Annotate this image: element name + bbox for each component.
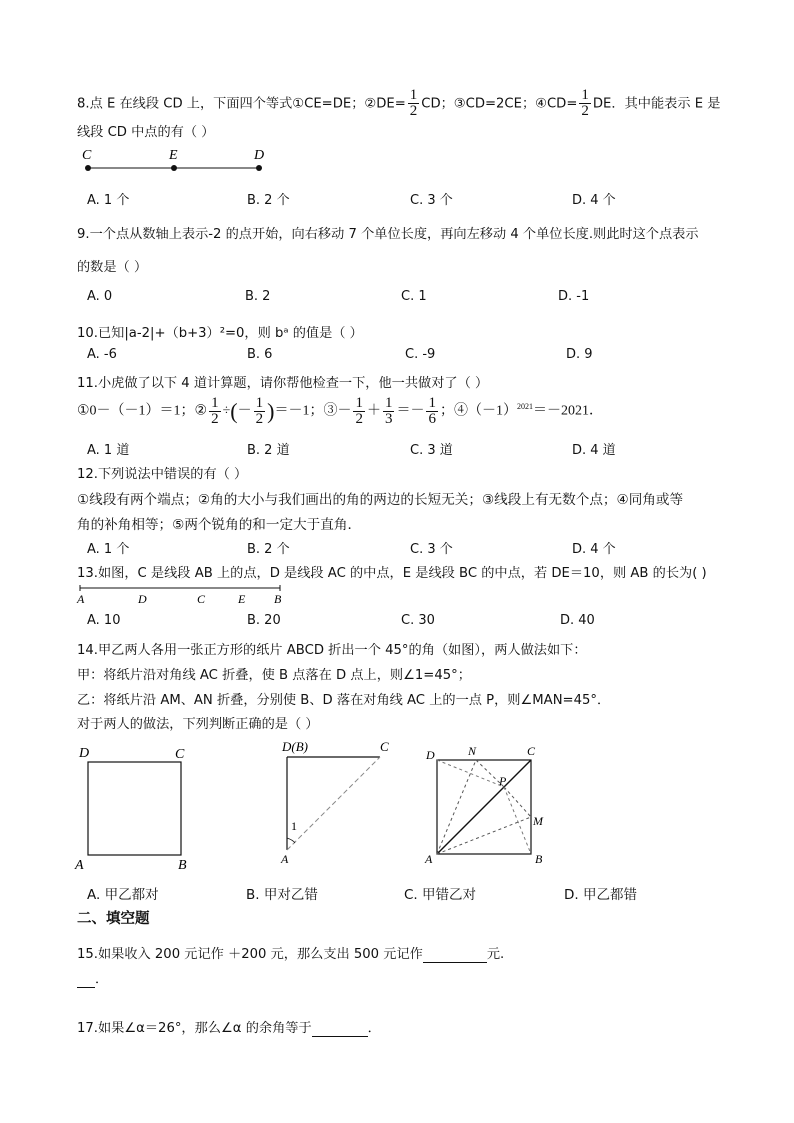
label-B: B [535,852,543,866]
q9-option-d[interactable]: D. -1 [558,289,590,304]
fraction: $\frac{1}{3}$ [384,395,393,427]
q9-option-c[interactable]: C. 1 [401,289,427,304]
fraction: $\frac{1}{2}$ [255,395,264,427]
fraction: $\frac{1}{6}$ [428,395,436,427]
q17-answer-blank[interactable] [312,1021,368,1037]
angle-1-label: 1 [291,819,297,833]
label-D: D [138,592,147,606]
label-M: M [533,814,543,828]
q14-line4: 对于两人的做法，下列判断正确的是（ ） [77,717,319,732]
q10-option-b[interactable]: B. 6 [247,347,273,362]
q11-line1: 11.小虎做了以下 4 道计算题，请你帮他检查一下，他一共做对了（ ） [77,376,489,391]
q8-line1: 8.点 E 在线段 CD 上，下面四个等式①CE=DE；②DE= $\frac{1}{2}$ CD；③CD=2CE；④CD= $\frac{1}{2}$ DE．其中能表示 E 是 [77,87,721,119]
label-P: P [499,774,507,788]
label-C: C [527,744,536,758]
label-C: C [380,739,389,754]
q14-line3: 乙：将纸片沿 AM、AN 折叠，分别使 B、D 落在对角线 AC 上的一点 P，则∠MAN=45°． [77,693,611,708]
label-E: E [169,148,178,163]
q14-line1: 14.甲乙两人各用一张正方形的纸片 ABCD 折出一个 45°的角（如图），两人做法如下： [77,643,587,658]
q11-option-b[interactable]: B. 2 道 [247,443,290,458]
q8-line2: 线段 CD 中点的有（ ） [77,125,215,140]
q9-line1: 9.一个点从数轴上表示-2 的点开始，向右移动 7 个单位长度，再向左移动 4 个单位长度.则此时这个点表示 [77,227,699,242]
label-D: D [426,748,435,762]
q12-line3: 角的补角相等；⑤两个锐角的和一定大于直角． [77,517,362,533]
q11-expressions: ①0－（－1）＝1；② $\frac{1}{2}$ ÷(－ $\frac{1}{2}$ )＝－1；③－ $\frac{1}{2}$ ＋ $\frac{1}{3}$ ＝－ $\frac{1}{6}$ ；$④(-1)^{2021}=-2021$． [77,395,603,427]
q11-option-d[interactable]: D. 4 道 [572,443,616,458]
q13-option-a[interactable]: A. 10 [87,613,121,628]
fraction: $\frac{1}{2}$ [409,87,418,119]
q12-option-d[interactable]: D. 4 个 [572,542,616,557]
q14-figure-fold-yi [420,737,555,869]
q10-option-a[interactable]: A. -6 [87,347,117,362]
q16-answer-blank[interactable] [77,972,95,988]
q12-option-b[interactable]: B. 2 个 [247,542,290,557]
q14-option-d[interactable]: D. 甲乙都错 [564,887,637,903]
q12-line1: 12.下列说法中错误的有（ ） [77,467,248,482]
label-A: A [75,858,84,873]
q11-option-c[interactable]: C. 3 道 [410,443,453,458]
label-C: C [82,148,92,163]
label-E: E [238,592,246,606]
q8-option-d[interactable]: D. 4 个 [572,193,616,208]
label-B: B [178,858,187,873]
label-C: C [197,592,206,606]
q9-option-b[interactable]: B. 2 [245,289,271,304]
label-C: C [175,747,185,762]
q9-line2: 的数是（ ） [77,260,148,275]
q8-option-a[interactable]: A. 1 个 [87,193,130,208]
q8-option-c[interactable]: C. 3 个 [410,193,453,208]
q10-option-c[interactable]: C. -9 [405,347,436,362]
label-A: A [281,852,289,866]
fraction: $\frac{1}{2}$ [211,395,219,427]
q14-option-c[interactable]: C. 甲错乙对 [404,887,477,903]
q12-line2: ①线段有两个端点；②角的大小与我们画出的角的两边的长短无关；③线段上有无数个点；④同角或等 [77,492,684,508]
q13-line1: 13.如图，C 是线段 AB 上的点，D 是线段 AC 的中点，E 是线段 BC 的中点，若 DE＝10，则 AB 的长为( ) [77,566,707,581]
label-B: B [274,592,282,606]
label-D: D [254,148,265,163]
label-D-B: D(B) [282,739,308,754]
q13-option-b[interactable]: B. 20 [247,613,281,628]
q14-figure-square [72,738,202,874]
q17-line: 17.如果∠α＝26°，那么∠α 的余角等于 ． [77,1021,381,1036]
q13-option-d[interactable]: D. 40 [560,613,595,628]
q14-line2: 甲：将纸片沿对角线 AC 折叠，使 B 点落在 D 点上，则∠1=45°； [77,668,471,683]
q8-option-b[interactable]: B. 2 个 [247,193,290,208]
q12-option-c[interactable]: C. 3 个 [410,542,453,557]
q14-figure-fold-jia [275,737,400,867]
q9-option-a[interactable]: A. 0 [87,289,113,304]
q13-option-c[interactable]: C. 30 [401,613,435,628]
q10-option-d[interactable]: D. 9 [566,347,593,362]
fraction: $\frac{1}{2}$ [581,87,589,119]
label-A: A [425,852,433,866]
section-fill-in-title: 二、填空题 [77,911,150,927]
q14-option-a[interactable]: A. 甲乙都对 [87,887,159,903]
label-A: A [77,592,85,606]
q15-line: 15.如果收入 200 元记作 ＋200 元，那么支出 500 元记作 元. [77,947,505,962]
q11-option-a[interactable]: A. 1 道 [87,443,130,458]
q14-option-b[interactable]: B. 甲对乙错 [246,887,318,903]
label-D: D [79,746,90,761]
q10-line1: 10.已知|a-2|+（b+3）²=0，则 bᵃ 的值是（ ） [77,326,363,341]
label-N: N [468,744,477,758]
q8-segment-figure [77,145,277,180]
fraction: $\frac{1}{2}$ [355,395,363,427]
q15-answer-blank[interactable] [423,947,487,963]
q12-option-a[interactable]: A. 1 个 [87,542,130,557]
q16-fragment: ． [77,968,108,988]
q13-segment-figure [75,582,290,608]
